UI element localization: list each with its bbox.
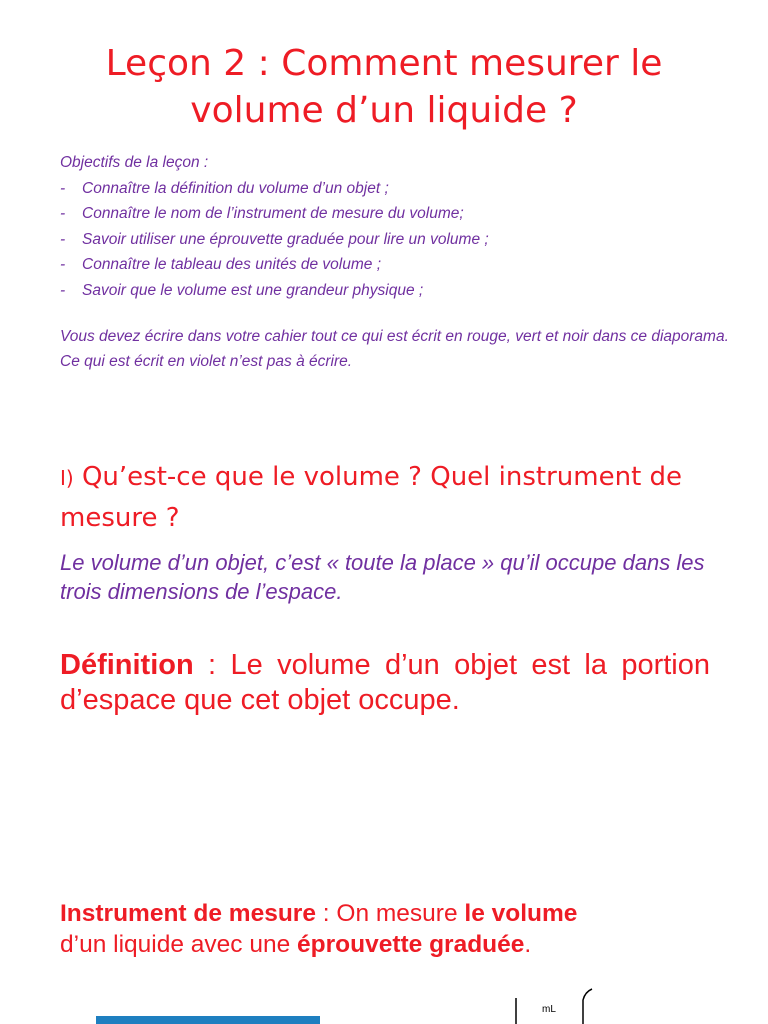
section-title: Qu’est-ce que le volume ? Quel instrument de mesure ? (60, 462, 683, 533)
instrument-bold-eprouvette: éprouvette graduée (297, 931, 525, 958)
instrument-part-1: : On mesure (315, 900, 465, 927)
section-number: I) (60, 466, 74, 490)
graduated-cylinder-icon (505, 986, 615, 1024)
objectives-block (60, 150, 730, 303)
title-line-1: Leçon 2 : Comment mesurer le (105, 43, 663, 84)
objectives-heading: Objectifs de la leçon : (60, 154, 209, 171)
cylinder-unit-label: mL (542, 1004, 556, 1015)
instrument-term: Instrument de mesure (60, 900, 316, 927)
definition-block (60, 648, 710, 718)
definition-text: Le volume d’un objet est la portion d’espace que cet objet occupe. (60, 649, 711, 716)
definition-term: Définition (60, 649, 194, 681)
volume-intro: Le volume d’un objet, c’est « toute la place » qu’il occupe dans les trois dimensions de l’espace. (60, 550, 705, 604)
blue-banner-bar (96, 1016, 320, 1024)
objective-item: - Connaître la définition du volume d’un objet ; (60, 176, 730, 202)
objective-item: - Savoir utiliser une éprouvette graduée pour lire un volume ; (60, 227, 730, 253)
instrument-part-3: . (524, 931, 532, 958)
title-line-2: volume d’un liquide ? (190, 90, 578, 131)
objective-item: - Savoir que le volume est une grandeur physique ; (60, 278, 730, 304)
instrument-block (60, 898, 740, 960)
graduated-cylinder-figure (505, 986, 615, 1024)
lesson-title (30, 40, 738, 134)
objective-item: - Connaître le tableau des unités de volume ; (60, 252, 730, 278)
instrument-part-2: d’un liquide avec une (60, 931, 298, 958)
section-1-heading (60, 457, 740, 538)
definition-separator: : (193, 649, 231, 681)
writing-instructions: Vous devez écrire dans votre cahier tout ce qui est écrit en rouge, vert et noir dans ce diaporama. Ce qui est écrit en violet n’est pas à écrire. (60, 328, 729, 370)
objectives-list (60, 176, 730, 304)
objective-item: - Connaître le nom de l’instrument de mesure du volume; (60, 201, 730, 227)
instrument-bold-volume: le volume (464, 900, 578, 927)
